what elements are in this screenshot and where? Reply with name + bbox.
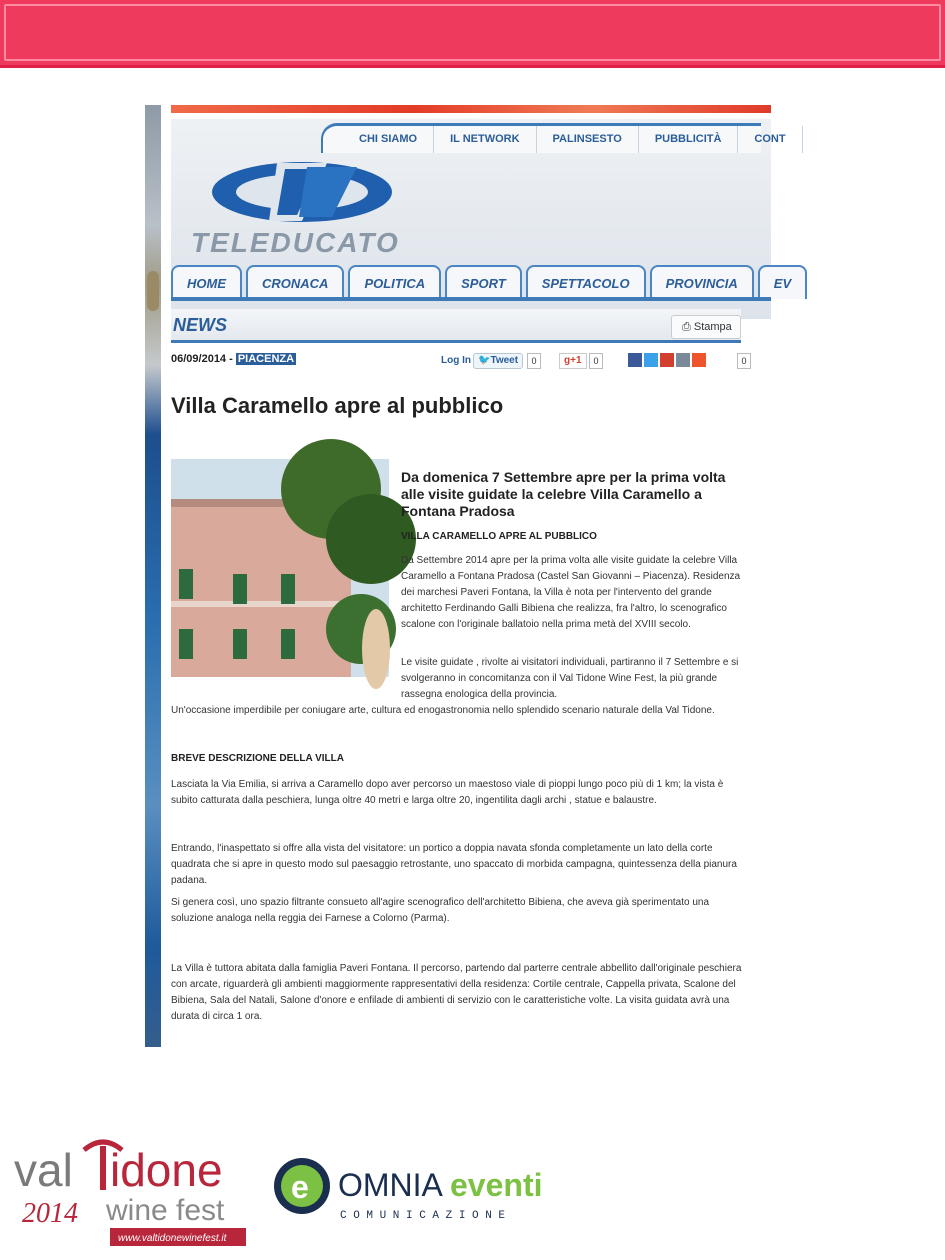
topnav-contatti[interactable]: CONT bbox=[738, 126, 802, 153]
article-kicker: VILLA CARAMELLO APRE AL PUBBLICO bbox=[401, 531, 597, 542]
tab-politica[interactable]: POLITICA bbox=[348, 265, 441, 299]
tab-spettacolo[interactable]: SPETTACOLO bbox=[526, 265, 646, 299]
omnia-logo-name1: OMNIA bbox=[338, 1167, 443, 1203]
main-navigation bbox=[171, 265, 792, 299]
twitter-bird-icon: 🐦 bbox=[478, 355, 491, 366]
googleplus-icon[interactable] bbox=[660, 353, 674, 367]
article-paragraph-3: Lasciata la Via Emilia, si arriva a Caramello dopo aver percorso un maestoso viale di pioppi lungo poco più di 1 km; la vista è subito catturata dalla peschiera, lunga oltre 40 metri e larga oltre 20, ingentilita dagli archi , statue e balaustre. bbox=[171, 779, 724, 806]
article-paragraph-1: Da Settembre 2014 apre per la prima volta alle visite guidate la celebre Villa Caramello a Fontana Pradosa (Castel San Giovanni – Piacenza). Residenza dei marchesi Paveri Fontana, la Villa è nota per l'intervento del grande architetto Ferdinando Galli Bibiena che realizza, fra l'altro, lo scenografico scalone con l'originale ballatoio nella prima metà del XVIII secolo. bbox=[401, 555, 741, 630]
website-screenshot bbox=[145, 105, 792, 1047]
gplus-count: 0 bbox=[589, 353, 603, 369]
vt-logo-sub: wine fest bbox=[106, 1194, 225, 1227]
teleducato-wordmark: TELEDUCATO bbox=[191, 227, 400, 258]
printer-icon: ⎙ bbox=[682, 321, 694, 333]
omnia-eventi-logo bbox=[272, 1150, 572, 1230]
article-title: Villa Caramello apre al pubblico bbox=[171, 393, 504, 418]
vt-logo-idone: idone bbox=[110, 1144, 223, 1196]
vt-logo-year: 2014 bbox=[22, 1198, 78, 1229]
article-paragraph-5: Si genera così, uno spazio filtrante consueto all'agire scenografico dell'architetto Bibiena, che aveva già sperimentato una soluzione analoga nella reggia dei Farnese a Colorno (Parma). bbox=[171, 897, 710, 924]
gplus-button[interactable]: g+1 bbox=[559, 353, 587, 369]
teleducato-logo-icon[interactable] bbox=[207, 157, 397, 227]
top-banner bbox=[0, 0, 945, 68]
tab-sport[interactable]: SPORT bbox=[445, 265, 522, 299]
tab-provincia[interactable]: PROVINCIA bbox=[650, 265, 754, 299]
topnav-chi-siamo[interactable]: CHI SIAMO bbox=[323, 126, 434, 153]
email-icon[interactable] bbox=[676, 353, 690, 367]
tab-home[interactable]: HOME bbox=[171, 265, 242, 299]
tweet-button[interactable]: 🐦Tweet bbox=[473, 353, 523, 369]
tab-cronaca[interactable]: CRONACA bbox=[246, 265, 344, 299]
tweet-count: 0 bbox=[527, 353, 541, 369]
villa-photo bbox=[171, 459, 389, 677]
section-title: NEWS bbox=[173, 315, 227, 335]
article-date: 06/09/2014 - PIACENZA bbox=[171, 353, 295, 365]
facebook-icon[interactable] bbox=[628, 353, 642, 367]
article-paragraph-2a: Le visite guidate , rivolte ai visitatori individuali, partiranno il 7 Settembre e si svolgeranno in concomitanza con il Val Tidone Wine Fest, la più grande rassegna enologica della provincia. bbox=[401, 657, 739, 700]
topnav-il-network[interactable]: IL NETWORK bbox=[434, 126, 536, 153]
article-meta bbox=[171, 351, 751, 371]
valtidone-winefest-logo bbox=[14, 1128, 246, 1248]
teleducato-site bbox=[161, 105, 792, 1047]
top-navigation bbox=[321, 123, 786, 153]
share-count: 0 bbox=[737, 353, 751, 369]
header-red-strip bbox=[171, 105, 771, 113]
section-heading: BREVE DESCRIZIONE DELLA VILLA bbox=[171, 753, 344, 764]
topnav-pubblicita[interactable]: PUBBLICITÀ bbox=[639, 126, 739, 153]
news-bar bbox=[171, 309, 741, 343]
topnav-palinsesto[interactable]: PALINSESTO bbox=[537, 126, 639, 153]
desktop-background-strip bbox=[145, 105, 161, 1047]
print-button[interactable] bbox=[671, 315, 741, 339]
article-paragraph-6: La Villa è tuttora abitata dalla famiglia Paveri Fontana. Il percorso, partendo dal parterre centrale abbellito dall'originale peschiera con arcate, riguarderà gli ambienti maggiormente rappresentativi della residenza: Cortile centrale, Cappella privata, Scalone del Bibiena, Sala del Natali, Salone d'onore e enfilade di ambienti di servizio con le caratteristiche volte. La visita guidata avrà una durata di circa 1 ora. bbox=[171, 963, 742, 1022]
article-subtitle: Da domenica 7 Settembre apre per la prima volta alle visite guidate la celebre Villa Caramello a Fontana Pradosa bbox=[401, 469, 726, 519]
share-icons bbox=[628, 353, 706, 367]
omnia-logo-sub: C O M U N I C A Z I O N E bbox=[340, 1210, 506, 1222]
tab-eventi[interactable]: EV bbox=[758, 265, 807, 299]
article-paragraph-4: Entrando, l'inaspettato si offre alla vista del visitatore: un portico a doppia navata sfonda completamente un lato della corte quadrata che si apre in questo modo sul paesaggio retrostante, uno spaccato di morbida campagna, quintessenza della pianura padana. bbox=[171, 843, 737, 886]
addthis-plus-icon[interactable] bbox=[692, 353, 706, 367]
nav-underline bbox=[171, 297, 771, 301]
article-paragraph-2b: Un'occasione imperdibile per coniugare arte, cultura ed enogastronomia nello splendido scenario naturale della Val Tidone. bbox=[171, 705, 715, 716]
login-link[interactable]: Log In bbox=[441, 355, 471, 366]
omnia-logo-letter: e bbox=[291, 1169, 309, 1205]
omnia-logo-name2: eventi bbox=[450, 1167, 543, 1203]
city-tag[interactable]: PIACENZA bbox=[237, 353, 295, 365]
vt-logo-val: val bbox=[14, 1144, 73, 1196]
vt-logo-url: www.valtidonewinefest.it bbox=[118, 1233, 227, 1244]
twitter-icon[interactable] bbox=[644, 353, 658, 367]
print-label: Stampa bbox=[693, 321, 732, 333]
